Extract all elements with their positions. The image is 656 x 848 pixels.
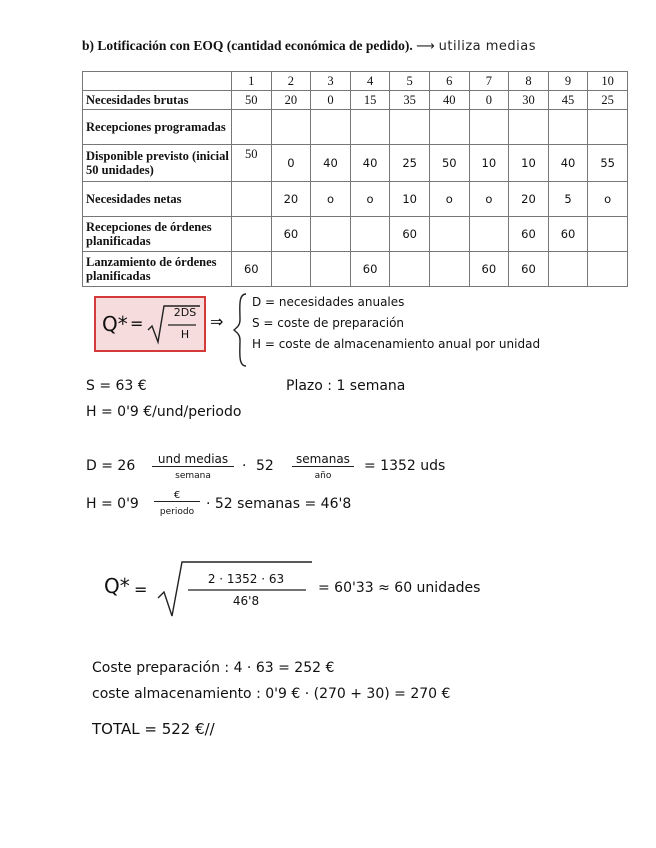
table-cell (311, 252, 351, 287)
calc-d-num2: semanas (292, 452, 354, 467)
calc-h-num: € (154, 490, 200, 502)
calc-h-lhs: H = 0'9 (86, 496, 139, 512)
eoq-denominator: H (180, 328, 190, 341)
table-cell (429, 110, 469, 145)
implies-icon: ⇒ (210, 312, 224, 331)
cost-preparation: Coste preparación : 4 · 63 = 252 € (92, 660, 335, 676)
row-label: Necesidades netas (83, 182, 232, 217)
table-cell: 60 (509, 252, 549, 287)
eoq-numerator: 2DS (173, 306, 197, 319)
cost-storage: coste almacenamiento : 0'9 € · (270 + 30) = 270 € (92, 686, 451, 702)
eoq-formula-box (94, 296, 206, 352)
table-row (83, 145, 628, 182)
table-cell: 55 (588, 145, 628, 182)
table-cell (390, 110, 430, 145)
table-cell: o (588, 182, 628, 217)
curly-brace-icon (232, 292, 250, 368)
table-cell: 10 (469, 145, 509, 182)
table-cell: o (311, 182, 351, 217)
table-cell: 60 (390, 217, 430, 252)
table-row (83, 182, 628, 217)
calc-h-den: periodo (159, 507, 195, 517)
def-s: S = coste de preparación (252, 316, 405, 330)
table-cell (548, 110, 588, 145)
table-cell: 50 (232, 145, 272, 182)
calc-d-lhs: D = 26 (86, 458, 136, 474)
table-row (83, 91, 628, 110)
table-cell: 25 (588, 91, 628, 110)
table-cell (509, 110, 549, 145)
period-header: 6 (429, 72, 469, 91)
table-cell: 30 (509, 91, 549, 110)
table-cell: 60 (469, 252, 509, 287)
table-cell: 60 (350, 252, 390, 287)
calc-d-dot: · (242, 458, 247, 474)
section-heading (82, 38, 536, 54)
table-row (83, 217, 628, 252)
table-cell (469, 110, 509, 145)
heading-text: b) Lotificación con EOQ (cantidad económica de pedido). (82, 38, 413, 53)
table-cell (350, 217, 390, 252)
period-header: 3 (311, 72, 351, 91)
table-cell: 40 (311, 145, 351, 182)
table-cell (232, 217, 272, 252)
calc-q-symbol: Q* (104, 574, 130, 598)
calc-q-equals: = (134, 580, 148, 599)
calc-q-num: 2 · 1352 · 63 (207, 572, 285, 586)
table-cell (429, 252, 469, 287)
table-cell (390, 252, 430, 287)
table-header-row (83, 72, 628, 91)
table-cell: o (469, 182, 509, 217)
row-label: Recepciones programadas (83, 110, 232, 145)
table-cell: 0 (469, 91, 509, 110)
heading-note: utiliza medias (438, 39, 536, 54)
calc-d-den2: año (314, 471, 332, 481)
table-cell: 50 (232, 91, 272, 110)
table-cell: 40 (350, 145, 390, 182)
square-root-icon-2 (156, 560, 316, 620)
calc-d-num: und medias (152, 452, 234, 467)
table-cell: 40 (429, 91, 469, 110)
table-cell: 50 (429, 145, 469, 182)
table-cell (350, 110, 390, 145)
table-cell (588, 110, 628, 145)
period-header: 2 (271, 72, 311, 91)
table-cell: o (429, 182, 469, 217)
row-label: Disponible previsto (inicial 50 unidades) (83, 145, 232, 182)
period-header: 5 (390, 72, 430, 91)
period-header: 4 (350, 72, 390, 91)
table-cell (588, 217, 628, 252)
table-cell: 25 (390, 145, 430, 182)
calc-h-rest: · 52 semanas = 46'8 (206, 496, 352, 512)
table-cell: 10 (509, 145, 549, 182)
eoq-symbol: Q* (102, 312, 128, 336)
table-cell (232, 110, 272, 145)
calc-q-den: 46'8 (232, 594, 260, 608)
period-header: 7 (469, 72, 509, 91)
mrp-table (82, 71, 628, 287)
table-cell (311, 110, 351, 145)
table-cell: 10 (390, 182, 430, 217)
table-cell: 0 (311, 91, 351, 110)
table-cell (469, 217, 509, 252)
table-cell: 60 (232, 252, 272, 287)
period-header: 8 (509, 72, 549, 91)
table-cell: 60 (509, 217, 549, 252)
period-header: 1 (232, 72, 272, 91)
table-cell: 35 (390, 91, 430, 110)
row-label: Recepciones de órdenes planificadas (83, 217, 232, 252)
calc-d-result: = 1352 uds (364, 458, 446, 474)
table-cell: 60 (548, 217, 588, 252)
table-cell: 20 (509, 182, 549, 217)
given-h: H = 0'9 €/und/periodo (86, 404, 242, 420)
arrow-right-icon: ⟶ (416, 39, 436, 54)
calc-d-mid: 52 (256, 458, 274, 474)
table-cell: 0 (271, 145, 311, 182)
row-label: Lanzamiento de órdenes planificadas (83, 252, 232, 287)
period-header: 9 (548, 72, 588, 91)
table-cell (271, 252, 311, 287)
calc-d-den: semana (175, 471, 211, 481)
table-cell (232, 182, 272, 217)
calc-q-result: = 60'33 ≈ 60 unidades (318, 580, 481, 596)
def-d: D = necesidades anuales (252, 295, 405, 309)
table-row (83, 252, 628, 287)
table-cell: 15 (350, 91, 390, 110)
table-cell: 40 (548, 145, 588, 182)
table-cell (429, 217, 469, 252)
table-cell: 20 (271, 182, 311, 217)
table-cell: 45 (548, 91, 588, 110)
cost-total: TOTAL = 522 €// (92, 720, 215, 738)
table-cell (548, 252, 588, 287)
given-s: S = 63 € (86, 378, 147, 394)
period-header: 10 (588, 72, 628, 91)
table-cell: o (350, 182, 390, 217)
table-cell: 60 (271, 217, 311, 252)
given-plazo: Plazo : 1 semana (286, 378, 406, 394)
table-row (83, 110, 628, 145)
table-cell: 20 (271, 91, 311, 110)
table-cell (311, 217, 351, 252)
table-corner-cell (83, 72, 232, 91)
def-h: H = coste de almacenamiento anual por unidad (252, 337, 541, 351)
row-label: Necesidades brutas (83, 91, 232, 110)
table-cell: 5 (548, 182, 588, 217)
table-cell (271, 110, 311, 145)
eoq-equals: = (130, 314, 144, 333)
table-cell (588, 252, 628, 287)
